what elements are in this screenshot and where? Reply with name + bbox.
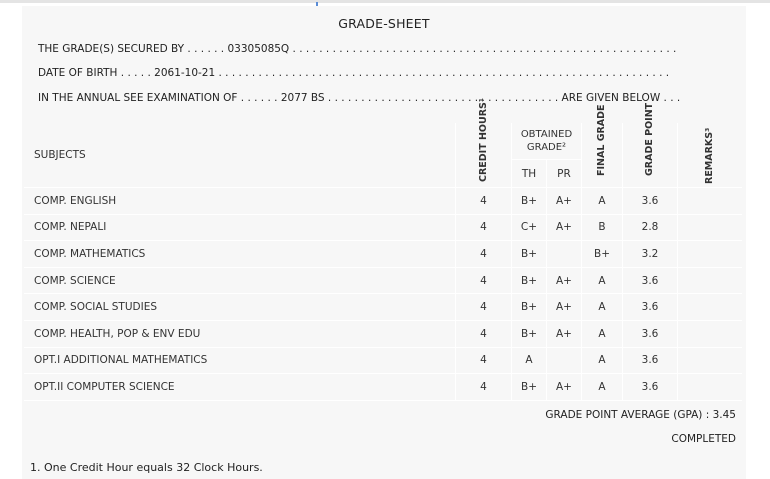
credit-cell: 4 [455, 348, 511, 375]
header-grade-point [622, 102, 677, 188]
header-obtained-grade-label: OBTAINED GRADE² [520, 129, 573, 153]
final-grade-cell: A [581, 348, 622, 375]
remarks-cell [677, 241, 742, 268]
header-remarks [677, 123, 742, 188]
credit-cell: 4 [455, 374, 511, 401]
footnote-credit-hours: 1. One Credit Hour equals 32 Clock Hours. [30, 461, 263, 474]
result-status: COMPLETED [671, 433, 736, 445]
pr-grade-cell: A+ [546, 268, 581, 295]
final-grade-cell: B [581, 215, 622, 242]
th-grade-cell: B+ [511, 321, 546, 348]
th-grade-cell: A [511, 348, 546, 375]
grade-point-cell: 3.6 [622, 188, 677, 215]
subject-cell: COMP. HEALTH, POP & ENV EDU [24, 321, 455, 348]
date-of-birth-line: DATE OF BIRTH . . . . . 2061-10-21 . . . . . . . . . . . . . . . . . . . . . . . . . . . . . . . . . . . . . . . . . . . . . . . . . . . . . . . . . . . . . . . . . . . . [38, 67, 670, 79]
header-obtained-grade [511, 123, 581, 160]
table-row [24, 188, 742, 215]
gpa-summary: GRADE POINT AVERAGE (GPA) : 3.45 [545, 409, 736, 421]
sheet-title: GRADE-SHEET [338, 16, 430, 31]
final-grade-cell: A [581, 321, 622, 348]
remarks-cell [677, 294, 742, 321]
remarks-cell [677, 348, 742, 375]
credit-cell: 4 [455, 188, 511, 215]
grade-point-cell: 3.6 [622, 348, 677, 375]
header-credit-hours [455, 97, 511, 188]
pr-grade-cell: A+ [546, 321, 581, 348]
table-row [24, 294, 742, 321]
grade-point-cell: 3.6 [622, 294, 677, 321]
examination-line: IN THE ANNUAL SEE EXAMINATION OF . . . . . . 2077 BS . . . . . . . . . . . . . . . . . . . . . . . . . . . . . . . . . . . ARE GIVEN BELOW . . . [38, 92, 681, 104]
final-grade-cell: A [581, 294, 622, 321]
header-th: TH [511, 160, 546, 188]
grade-point-cell: 3.6 [622, 268, 677, 295]
th-grade-cell: B+ [511, 374, 546, 401]
grade-point-cell: 3.6 [622, 374, 677, 401]
header-remarks-label: REMARKS³ [704, 127, 715, 184]
subject-cell: COMP. SOCIAL STUDIES [24, 294, 455, 321]
grade-point-cell: 2.8 [622, 215, 677, 242]
final-grade-cell: A [581, 268, 622, 295]
th-grade-cell: B+ [511, 294, 546, 321]
remarks-cell [677, 268, 742, 295]
header-pr: PR [546, 160, 581, 188]
credit-cell: 4 [455, 215, 511, 242]
pr-grade-cell [546, 348, 581, 375]
header-grade-point-label: GRADE POINT [644, 102, 655, 176]
pr-grade-cell: A+ [546, 374, 581, 401]
grade-point-cell: 3.6 [622, 321, 677, 348]
final-grade-cell: B+ [581, 241, 622, 268]
th-grade-cell: B+ [511, 241, 546, 268]
remarks-cell [677, 215, 742, 242]
header-subjects: SUBJECTS [24, 123, 455, 188]
th-grade-cell: B+ [511, 188, 546, 215]
final-grade-cell: A [581, 374, 622, 401]
grade-sheet [22, 6, 746, 479]
table-row [24, 268, 742, 295]
window-top-edge [0, 0, 770, 3]
subject-cell: OPT.II COMPUTER SCIENCE [24, 374, 455, 401]
table-row [24, 241, 742, 268]
credit-cell: 4 [455, 241, 511, 268]
th-grade-cell: C+ [511, 215, 546, 242]
grades-table-body [24, 188, 742, 401]
header-credit-hours-label: CREDIT HOURS¹ [477, 97, 489, 182]
table-row [24, 348, 742, 375]
credit-cell: 4 [455, 268, 511, 295]
table-row [24, 215, 742, 242]
credit-cell: 4 [455, 294, 511, 321]
subject-cell: COMP. ENGLISH [24, 188, 455, 215]
subject-cell: COMP. SCIENCE [24, 268, 455, 295]
table-row [24, 374, 742, 401]
subject-cell: COMP. NEPALI [24, 215, 455, 242]
grades-secured-line: THE GRADE(S) SECURED BY . . . . . . 03305085Q . . . . . . . . . . . . . . . . . . . . . . . . . . . . . . . . . . . . . . . . . . . . . . . . . . . . . . . . . . [38, 43, 677, 55]
pr-grade-cell: A+ [546, 215, 581, 242]
header-final-grade-label: FINAL GRADE [596, 104, 607, 176]
grade-point-cell: 3.2 [622, 241, 677, 268]
remarks-cell [677, 374, 742, 401]
table-row [24, 321, 742, 348]
subject-cell: OPT.I ADDITIONAL MATHEMATICS [24, 348, 455, 375]
header-final-grade [581, 104, 622, 188]
th-grade-cell: B+ [511, 268, 546, 295]
pr-grade-cell: A+ [546, 294, 581, 321]
credit-cell: 4 [455, 321, 511, 348]
pr-grade-cell [546, 241, 581, 268]
remarks-cell [677, 321, 742, 348]
final-grade-cell: A [581, 188, 622, 215]
remarks-cell [677, 188, 742, 215]
pr-grade-cell: A+ [546, 188, 581, 215]
subject-cell: COMP. MATHEMATICS [24, 241, 455, 268]
